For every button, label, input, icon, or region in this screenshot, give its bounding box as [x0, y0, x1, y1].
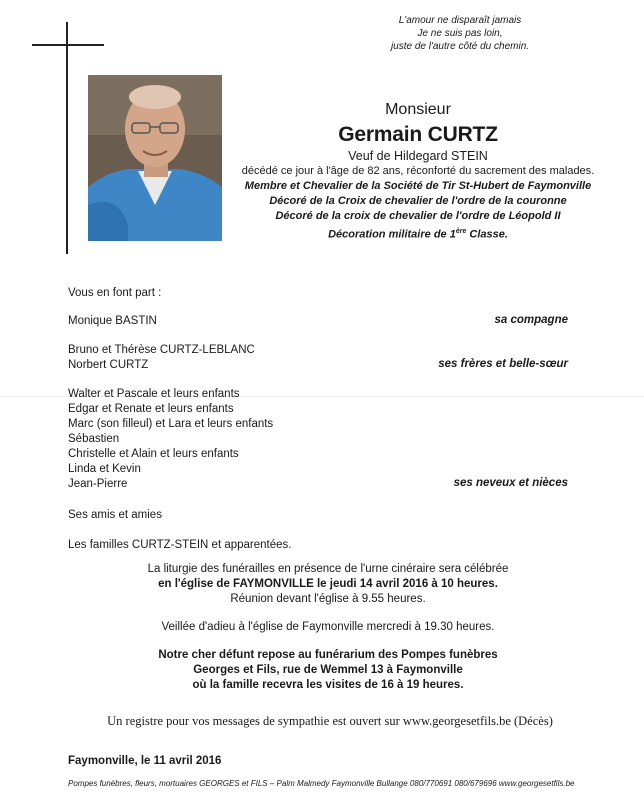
salutation: Monsieur: [385, 101, 451, 118]
ceremony-line-3: Réunion devant l'église à 9.55 heures.: [230, 593, 426, 605]
military-prefix: Décoration militaire de 1: [328, 228, 456, 241]
place-date: Faymonville, le 11 avril 2016: [68, 755, 222, 767]
deceased-line: décédé ce jour à l'âge de 82 ans, réconforté du sacrement des malades.: [241, 165, 595, 177]
military-sup: ère: [455, 228, 467, 235]
memorial-quote: [380, 14, 540, 53]
friends-line: Ses amis et amies: [68, 509, 162, 521]
nephew-name-6: Linda et Kevin: [68, 463, 141, 475]
nephew-name-5: Christelle et Alain et leurs enfants: [68, 448, 239, 460]
honor-3: Décoré de la croix de chevalier de l'ordre de Léopold II: [275, 210, 561, 222]
rest-line-1: Notre cher défunt repose au funérarium des Pompes funèbres: [158, 649, 498, 661]
ceremony-block: [68, 562, 588, 607]
portrait-photo: [88, 75, 222, 241]
rest-block: [68, 648, 588, 693]
honor-1: Membre et Chevalier de la Société de Tir St-Hubert de Faymonville: [244, 180, 592, 192]
quote-line-2: Je ne suis pas loin,: [417, 28, 503, 39]
rest-line-2: Georges et Fils, rue de Wemmel 13 à Faymonville: [193, 664, 463, 676]
nephew-name-4: Sébastien: [68, 433, 120, 445]
military-decoration: [236, 224, 600, 243]
quote-line-1: L'amour ne disparaît jamais: [398, 15, 522, 26]
ceremony-line-1: La liturgie des funérailles en présence de l'urne cinéraire sera célébrée: [147, 563, 509, 575]
sibling-name-2: Norbert CURTZ: [68, 359, 149, 371]
nephew-name-1: Walter et Pascale et leurs enfants: [68, 388, 240, 400]
deceased-name: Germain CURTZ: [338, 123, 498, 146]
cross-icon-horizontal: [32, 44, 104, 46]
condolence-registry: Un registre pour vos messages de sympathie est ouvert sur www.georgesetfils.be (Décès): [107, 714, 553, 728]
nephews-relation: ses neveux et nièces: [453, 477, 568, 489]
cross-icon-vertical: [66, 22, 68, 254]
sibling-name-1: Bruno et Thérèse CURTZ-LEBLANC: [68, 344, 255, 356]
siblings-relation: ses frères et belle-sœur: [438, 358, 568, 370]
widower-line: Veuf de Hildegard STEIN: [348, 149, 488, 163]
families-line: Les familles CURTZ-STEIN et apparentées.: [68, 539, 292, 551]
military-suffix: Classe.: [466, 228, 508, 241]
vigil-line: Veillée d'adieu à l'église de Faymonville mercredi à 19.30 heures.: [161, 621, 495, 633]
partner-relation: sa compagne: [494, 314, 568, 326]
honor-2: Décoré de la Croix de chevalier de l'ordre de la couronne: [269, 195, 567, 207]
ceremony-line-2: en l'église de FAYMONVILLE le jeudi 14 avril 2016 à 10 heures.: [158, 578, 498, 590]
quote-line-3: juste de l'autre côté du chemin.: [390, 41, 530, 52]
funeral-home-footer: Pompes funèbres, fleurs, mortuaires GEORGES et FILS – Palm Malmedy Faymonville Bullange 080/770691 080/679696 www.georgesetfils.be: [68, 779, 575, 788]
nephew-name-2: Edgar et Renate et leurs enfants: [68, 403, 234, 415]
deceased-header: [236, 100, 600, 243]
announcement-intro: Vous en font part :: [68, 287, 162, 299]
nephew-name-3: Marc (son filleul) et Lara et leurs enfants: [68, 418, 274, 430]
partner-name: Monique BASTIN: [68, 315, 157, 327]
rest-line-3: où la famille recevra les visites de 16 à 19 heures.: [192, 679, 464, 691]
nephew-name-7: Jean-Pierre: [68, 478, 128, 490]
